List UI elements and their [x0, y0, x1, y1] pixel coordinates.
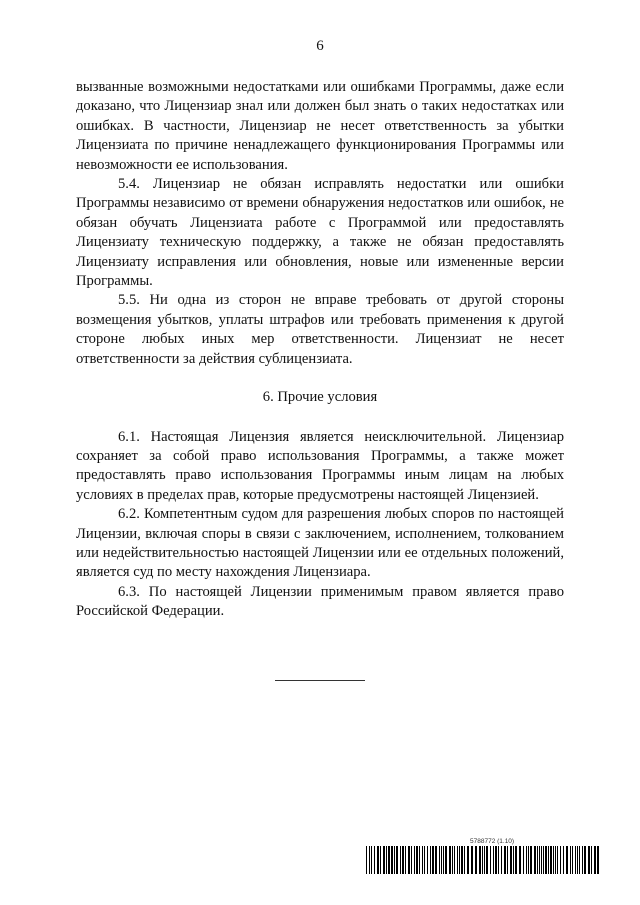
barcode: [366, 846, 602, 874]
paragraph-5-4: 5.4. Лицензиар не обязан исправлять недостатки или ошибки Программы независимо от времени обнаружения недостатков или ошибок, не обязан обучать Лицензиата работе с Программой или предоставлять Лицензиату техническую поддержку, а также не обязан предоставлять Лицензиату исправления или обновления, новые или измененные версии Программы.: [76, 176, 564, 290]
page-number: 6: [316, 38, 324, 54]
paragraph-6-2: 6.2. Компетентным судом для разрешения любых споров по настоящей Лицензии, включая споры в связи с заключением, исполнением, толкованием или недействительностью настоящей Лицензии или ее отдельных положений, является суд по месту нахождения Лицензиара.: [76, 506, 564, 581]
paragraph-5-5: 5.5. Ни одна из сторон не вправе требовать от другой стороны возмещения убытков, уплаты штрафов или требовать применения к другой стороне любых иных мер ответственности. Лицензиат не несет ответственности за действия сублицензиата.: [76, 292, 564, 367]
paragraph-6-1: 6.1. Настоящая Лицензия является неисключительной. Лицензиар сохраняет за собой право использования Программы, а также может предоставлять право использования Программы иным лицам на любых условиях в пределах прав, которые предусмотрены настоящей Лицензией.: [76, 428, 564, 503]
paragraph-6-3: 6.3. По настоящей Лицензии применимым правом является право Российской Федерации.: [76, 583, 564, 620]
end-separator-line: [275, 680, 365, 681]
document-body: [76, 78, 564, 622]
paragraph-continuation: вызванные возможными недостатками или ошибками Программы, даже если доказано, что Лицензиар знал или должен был знать о таких недостатках или ошибках. В частности, Лицензиар не несет ответственность за убытки Лицензиата по причине ненадлежащего функционирования Программы или невозможности ее использования.: [76, 79, 564, 173]
section-heading: 6. Прочие условия: [262, 389, 378, 406]
document-code: 5788772 (1.10): [470, 838, 515, 845]
